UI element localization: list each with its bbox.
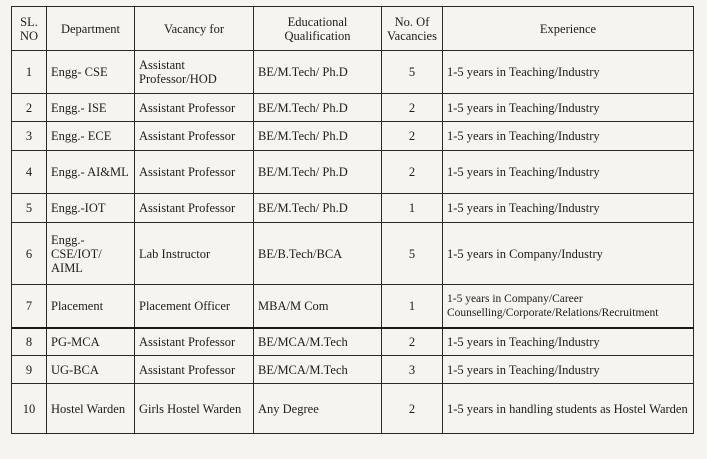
table-row bbox=[12, 328, 694, 356]
cell-vacancy-count: 2 bbox=[382, 122, 443, 151]
cell-sl-no: 2 bbox=[12, 94, 47, 122]
cell-vacancy-count: 5 bbox=[382, 223, 443, 285]
cell-experience: 1-5 years in Company/Career Counselling/Corporate/Relations/Recruitment bbox=[443, 285, 694, 328]
table-row bbox=[12, 384, 694, 434]
cell-experience: 1-5 years in Teaching/Industry bbox=[443, 356, 694, 384]
cell-sl-no: 6 bbox=[12, 223, 47, 285]
cell-sl-no: 8 bbox=[12, 328, 47, 356]
cell-qualification: BE/M.Tech/ Ph.D bbox=[254, 94, 382, 122]
cell-vacancy-count: 5 bbox=[382, 51, 443, 94]
cell-qualification: BE/B.Tech/BCA bbox=[254, 223, 382, 285]
cell-qualification: BE/M.Tech/ Ph.D bbox=[254, 122, 382, 151]
header-row bbox=[12, 7, 694, 51]
table-row bbox=[12, 122, 694, 151]
cell-department: Engg.-IOT bbox=[47, 194, 135, 223]
cell-experience: 1-5 years in Teaching/Industry bbox=[443, 122, 694, 151]
cell-department: Engg.- ECE bbox=[47, 122, 135, 151]
cell-sl-no: 5 bbox=[12, 194, 47, 223]
header-vacancy-count: No. Of Vacancies bbox=[382, 7, 443, 51]
cell-vacancy-count: 2 bbox=[382, 94, 443, 122]
cell-department: Placement bbox=[47, 285, 135, 328]
header-qualification: Educational Qualification bbox=[254, 7, 382, 51]
cell-sl-no: 10 bbox=[12, 384, 47, 434]
cell-vacancy-for: Assistant Professor bbox=[135, 122, 254, 151]
table-row bbox=[12, 223, 694, 285]
table-row bbox=[12, 94, 694, 122]
cell-experience: 1-5 years in Teaching/Industry bbox=[443, 328, 694, 356]
cell-sl-no: 7 bbox=[12, 285, 47, 328]
table-row bbox=[12, 356, 694, 384]
cell-vacancy-for: Assistant Professor bbox=[135, 151, 254, 194]
cell-experience: 1-5 years in Teaching/Industry bbox=[443, 194, 694, 223]
cell-qualification: BE/M.Tech/ Ph.D bbox=[254, 51, 382, 94]
table-row bbox=[12, 194, 694, 223]
cell-experience: 1-5 years in handling students as Hostel Warden bbox=[443, 384, 694, 434]
cell-sl-no: 9 bbox=[12, 356, 47, 384]
cell-experience: 1-5 years in Company/Industry bbox=[443, 223, 694, 285]
cell-vacancy-count: 1 bbox=[382, 285, 443, 328]
cell-vacancy-for: Assistant Professor bbox=[135, 194, 254, 223]
cell-vacancy-for: Girls Hostel Warden bbox=[135, 384, 254, 434]
cell-department: UG-BCA bbox=[47, 356, 135, 384]
cell-vacancy-count: 2 bbox=[382, 151, 443, 194]
cell-department: Engg.- ISE bbox=[47, 94, 135, 122]
cell-vacancy-for: Assistant Professor bbox=[135, 94, 254, 122]
cell-qualification: BE/M.Tech/ Ph.D bbox=[254, 194, 382, 223]
cell-vacancy-for: Assistant Professor bbox=[135, 328, 254, 356]
cell-department: Engg.- CSE/IOT/ AIML bbox=[47, 223, 135, 285]
cell-department: Hostel Warden bbox=[47, 384, 135, 434]
table-row bbox=[12, 151, 694, 194]
cell-vacancy-count: 3 bbox=[382, 356, 443, 384]
table-row bbox=[12, 285, 694, 328]
vacancy-table bbox=[11, 6, 694, 434]
cell-department: PG-MCA bbox=[47, 328, 135, 356]
cell-qualification: Any Degree bbox=[254, 384, 382, 434]
cell-experience: 1-5 years in Teaching/Industry bbox=[443, 51, 694, 94]
cell-experience: 1-5 years in Teaching/Industry bbox=[443, 151, 694, 194]
cell-sl-no: 4 bbox=[12, 151, 47, 194]
cell-vacancy-for: Assistant Professor bbox=[135, 356, 254, 384]
cell-vacancy-for: Placement Officer bbox=[135, 285, 254, 328]
cell-qualification: BE/MCA/M.Tech bbox=[254, 328, 382, 356]
cell-department: Engg- CSE bbox=[47, 51, 135, 94]
cell-sl-no: 3 bbox=[12, 122, 47, 151]
header-sl-no: SL. NO bbox=[12, 7, 47, 51]
header-department: Department bbox=[47, 7, 135, 51]
header-experience: Experience bbox=[443, 7, 694, 51]
cell-vacancy-count: 1 bbox=[382, 194, 443, 223]
cell-sl-no: 1 bbox=[12, 51, 47, 94]
cell-qualification: MBA/M Com bbox=[254, 285, 382, 328]
cell-vacancy-for: Assistant Professor/HOD bbox=[135, 51, 254, 94]
cell-vacancy-for: Lab Instructor bbox=[135, 223, 254, 285]
cell-vacancy-count: 2 bbox=[382, 328, 443, 356]
header-vacancy-for: Vacancy for bbox=[135, 7, 254, 51]
table-row bbox=[12, 51, 694, 94]
cell-experience: 1-5 years in Teaching/Industry bbox=[443, 94, 694, 122]
cell-vacancy-count: 2 bbox=[382, 384, 443, 434]
cell-qualification: BE/M.Tech/ Ph.D bbox=[254, 151, 382, 194]
cell-department: Engg.- AI&ML bbox=[47, 151, 135, 194]
cell-qualification: BE/MCA/M.Tech bbox=[254, 356, 382, 384]
